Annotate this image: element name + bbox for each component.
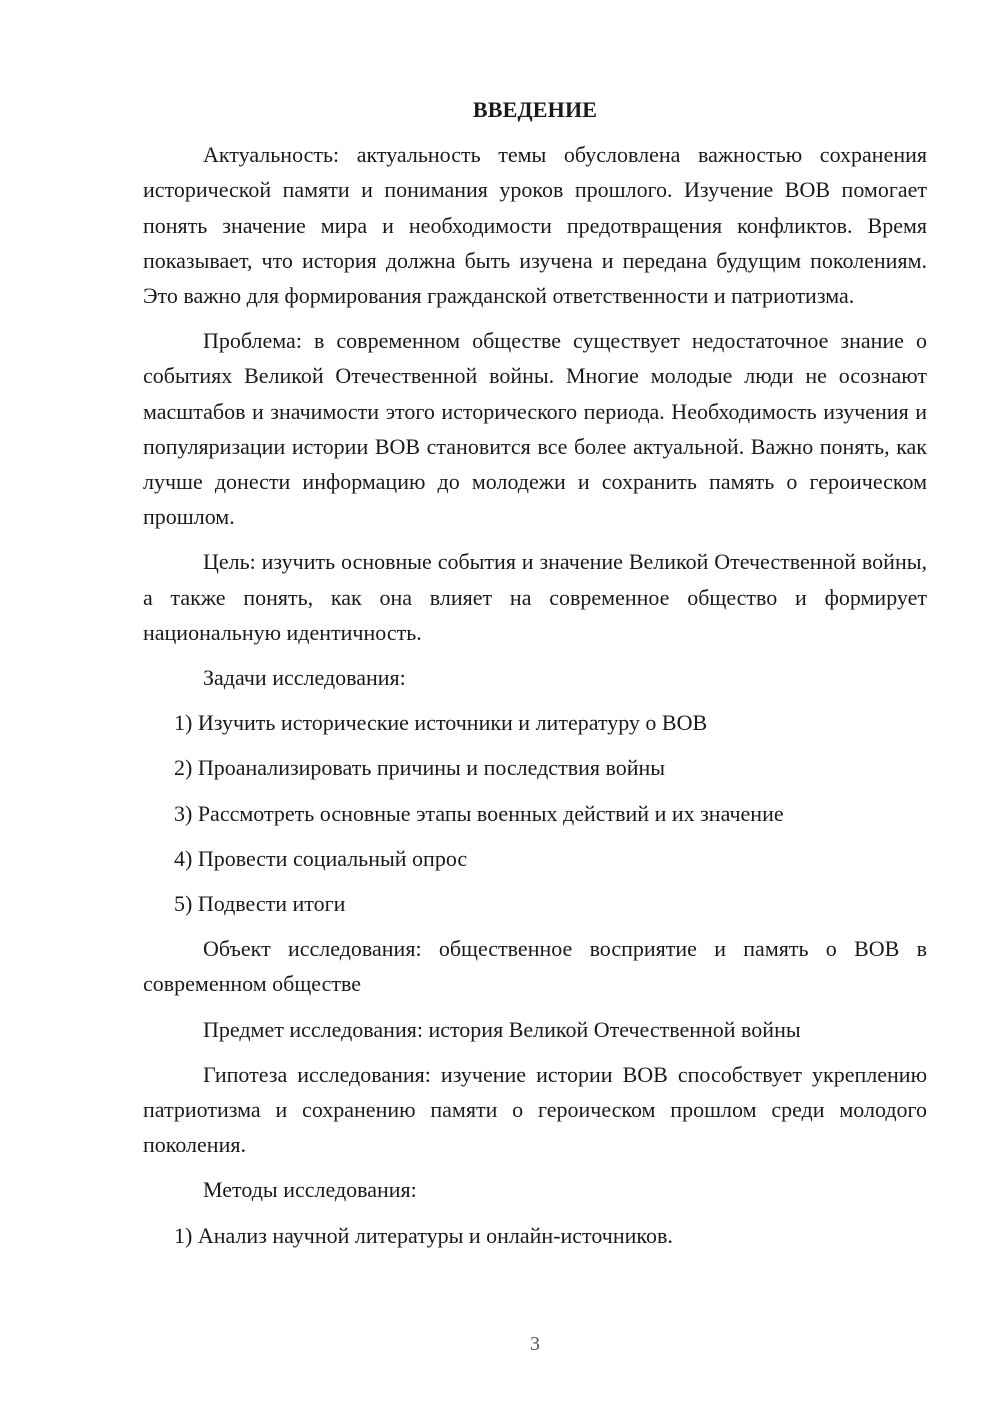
method-item: 1) Анализ научной литературы и онлайн-источников. [174, 1222, 673, 1248]
section-title: ВВЕДЕНИЕ [472, 97, 598, 122]
task-item: 1) Изучить исторические источники и литературу о ВОВ [174, 710, 708, 736]
page-number: 3 [530, 1333, 540, 1355]
task-item: 2) Проанализировать причины и последствия войны [174, 755, 666, 781]
object-paragraph: Объект исследования: общественное восприятие и память о ВОВ в современном обществе [143, 936, 927, 997]
problem-paragraph: Проблема: в современном обществе существует недостаточное знание о событиях Великой Отечественной войны. Многие молодые люди не осознают масштабов и значимости этого исторического периода. Необходимость изучения и популяризации истории ВОВ становится все более актуальной. Важно понять, как лучше донести информацию до молодежи и сохранить память о героическом прошлом. [143, 328, 927, 530]
hypothesis-paragraph: Гипотеза исследования: изучение истории ВОВ способствует укреплению патриотизма и сохранению памяти о героическом прошлом среди молодого поколения. [143, 1061, 927, 1158]
subject-paragraph: Предмет исследования: история Великой Отечественной войны [203, 1016, 801, 1042]
tasks-heading: Задачи исследования: [203, 665, 406, 691]
task-item: 5) Подвести итоги [174, 891, 346, 917]
methods-heading: Методы исследования: [203, 1177, 417, 1203]
task-item: 4) Провести социальный опрос [174, 845, 468, 871]
relevance-paragraph: Актуальность: актуальность темы обусловлена важностью сохранения исторической памяти и понимания уроков прошлого. Изучение ВОВ помогает понять значение мира и необходимости предотвращения конфликтов. Время показывает, что история должна быть изучена и передана будущим поколениям. Это важно для формирования гражданской ответственности и патриотизма. [143, 142, 927, 309]
task-item: 3) Рассмотреть основные этапы военных действий и их значение [174, 800, 784, 826]
page-content [143, 92, 927, 1263]
goal-paragraph: Цель: изучить основные события и значение Великой Отечественной войны, а также понять, как она влияет на современное общество и формирует национальную идентичность. [143, 549, 927, 645]
